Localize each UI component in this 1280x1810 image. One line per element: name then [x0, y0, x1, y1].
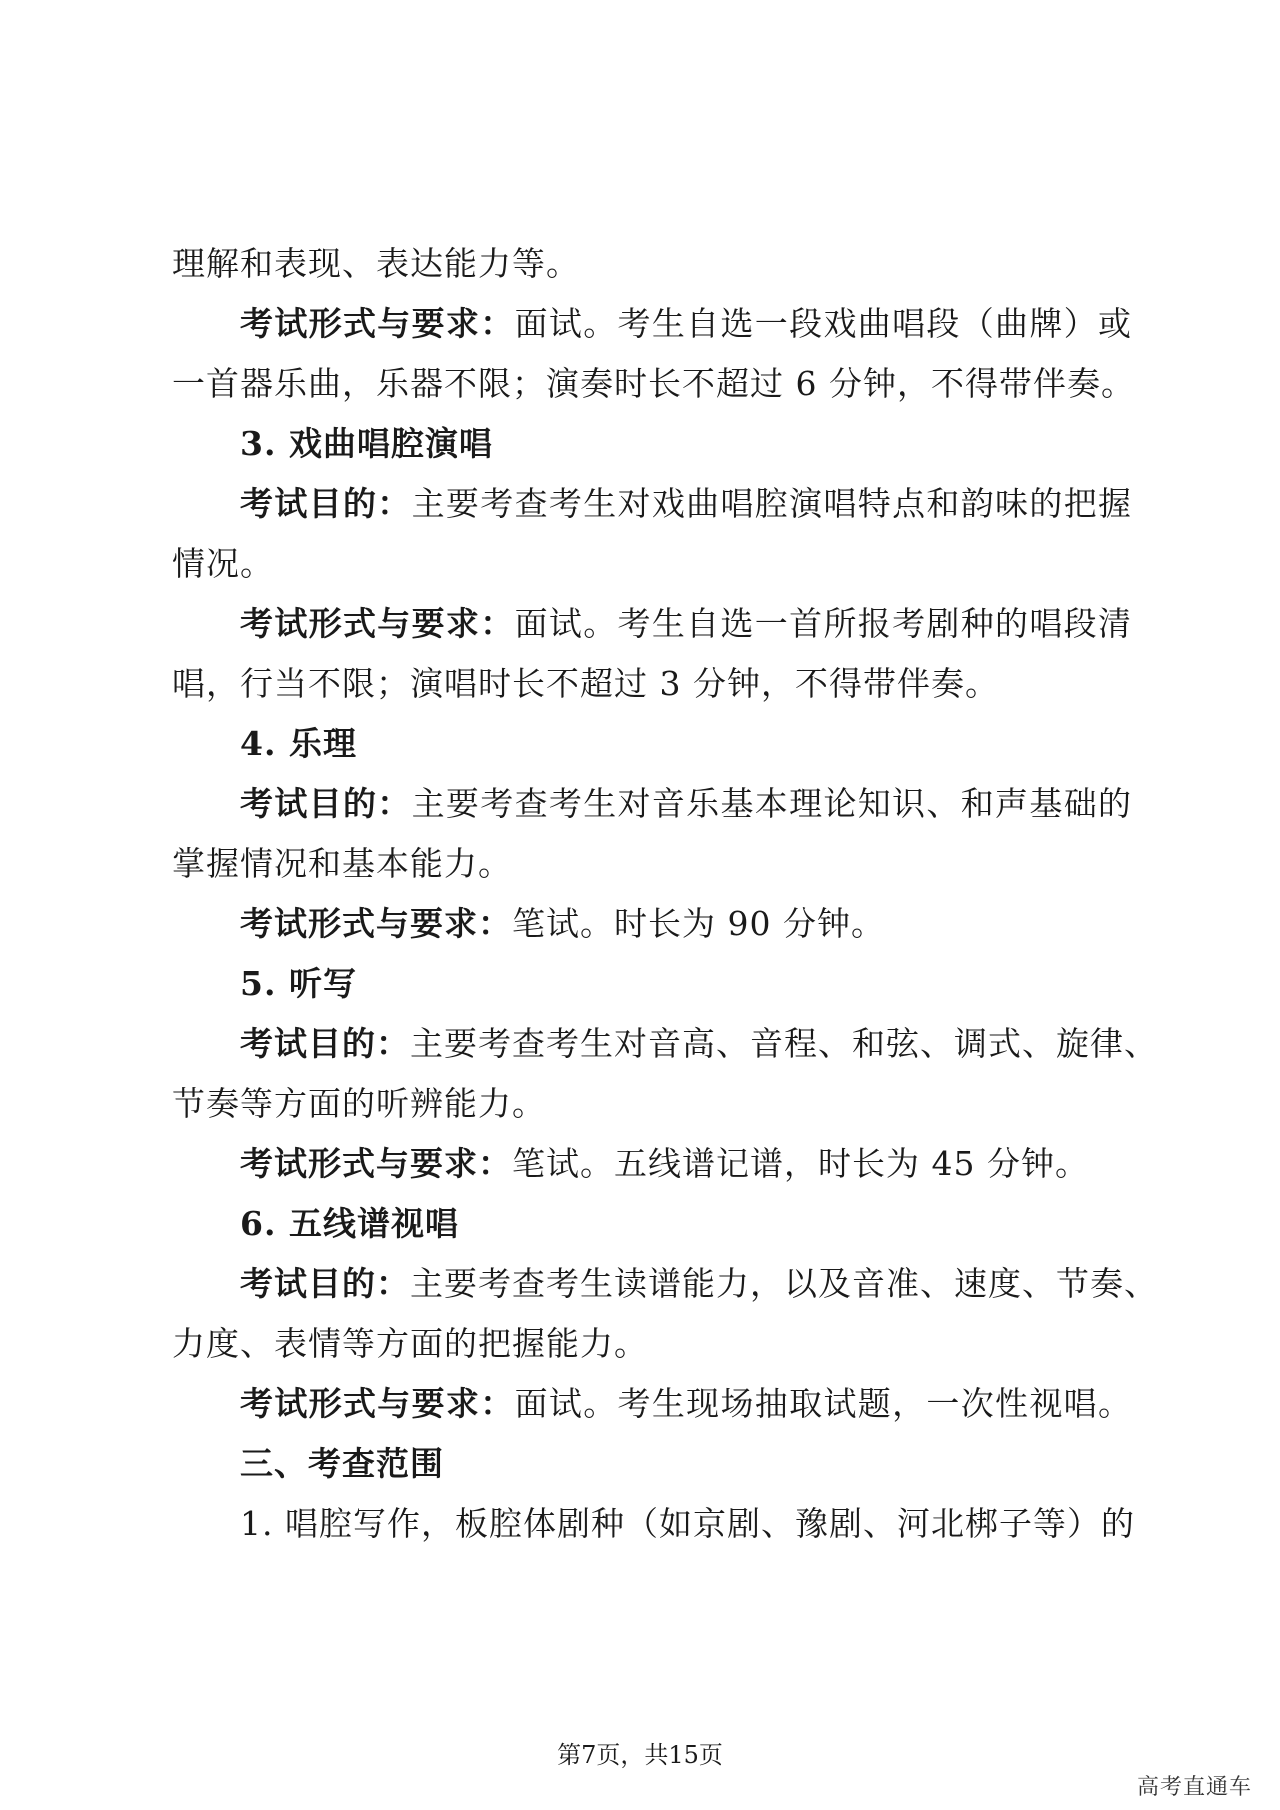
- paragraph-text: 情况。: [172, 544, 274, 583]
- paragraph-line: [172, 242, 1132, 286]
- paragraph-label: 考试目的：: [240, 784, 412, 823]
- paragraph-text: 主要考查考生读谱能力，以及音准、速度、节奏、: [410, 1264, 1158, 1303]
- paragraph-line: [172, 842, 1132, 886]
- paragraph-label: 考试目的：: [240, 1264, 410, 1303]
- heading-text: 5. 听写: [240, 964, 357, 1003]
- paragraph-text: 掌握情况和基本能力。: [172, 844, 512, 883]
- paragraph-line: [240, 602, 1132, 646]
- paragraph-label: 考试形式与要求：: [240, 904, 512, 943]
- paragraph-line: [172, 662, 1132, 706]
- paragraph-text: 面试。考生自选一首所报考剧种的唱段清: [514, 604, 1133, 643]
- paragraph-label: 考试形式与要求：: [240, 304, 515, 343]
- paragraph-text: 节奏等方面的听辨能力。: [172, 1084, 546, 1123]
- paragraph-label: 考试形式与要求：: [240, 604, 515, 643]
- paragraph-line: [172, 1322, 1132, 1366]
- paragraph-text: 力度、表情等方面的把握能力。: [172, 1324, 648, 1363]
- watermark-text: 高考直通车: [1136, 1775, 1252, 1800]
- section-heading: [240, 1442, 1132, 1486]
- heading-text: 4. 乐理: [240, 724, 357, 763]
- paragraph-line: [172, 1082, 1132, 1126]
- paragraph-label: 考试目的：: [240, 484, 412, 523]
- section-heading: [240, 422, 1132, 466]
- paragraph-text: 主要考查考生对音高、音程、和弦、调式、旋律、: [410, 1024, 1158, 1063]
- paragraph-line: [240, 902, 1132, 946]
- paragraph-line: [240, 482, 1132, 526]
- paragraph-line: [240, 782, 1132, 826]
- heading-text: 三、考查范围: [240, 1444, 444, 1483]
- paragraph-text: 笔试。时长为 90 分钟。: [512, 904, 885, 943]
- paragraph-text: 面试。考生现场抽取试题，一次性视唱。: [514, 1384, 1133, 1423]
- paragraph-line: [240, 1262, 1158, 1306]
- paragraph-text: 唱，行当不限；演唱时长不超过 3 分钟，不得带伴奏。: [172, 664, 999, 703]
- paragraph-text: 面试。考生自选一段戏曲唱段（曲牌）或: [514, 304, 1133, 343]
- paragraph-text: 主要考查考生对音乐基本理论知识、和声基础的: [411, 784, 1133, 823]
- section-heading: [240, 722, 1132, 766]
- paragraph-text: 一首器乐曲，乐器不限；演奏时长不超过 6 分钟，不得带伴奏。: [172, 364, 1135, 403]
- paragraph-line: [172, 362, 1135, 406]
- paragraph-line: [240, 1022, 1158, 1066]
- paragraph-label: 考试目的：: [240, 1024, 410, 1063]
- paragraph-text: 笔试。五线谱记谱，时长为 45 分钟。: [512, 1144, 1089, 1183]
- paragraph-line: [240, 1382, 1132, 1426]
- paragraph-label: 考试形式与要求：: [240, 1144, 512, 1183]
- paragraph-line: [172, 542, 1132, 586]
- paragraph-line: [240, 1502, 1135, 1546]
- paragraph-label: 考试形式与要求：: [240, 1384, 515, 1423]
- paragraph-line: [240, 1142, 1132, 1186]
- paragraph-text: 理解和表现、表达能力等。: [172, 244, 580, 283]
- section-heading: [240, 1202, 1132, 1246]
- paragraph-text: 主要考查考生对戏曲唱腔演唱特点和韵味的把握: [411, 484, 1133, 523]
- page-number: 第7页，共15页: [557, 1741, 723, 1769]
- paragraph-text: 1. 唱腔写作，板腔体剧种（如京剧、豫剧、河北梆子等）的: [240, 1504, 1135, 1543]
- heading-text: 3. 戏曲唱腔演唱: [240, 424, 493, 463]
- section-heading: [240, 962, 1132, 1006]
- heading-text: 6. 五线谱视唱: [240, 1204, 459, 1243]
- paragraph-line: [240, 302, 1132, 346]
